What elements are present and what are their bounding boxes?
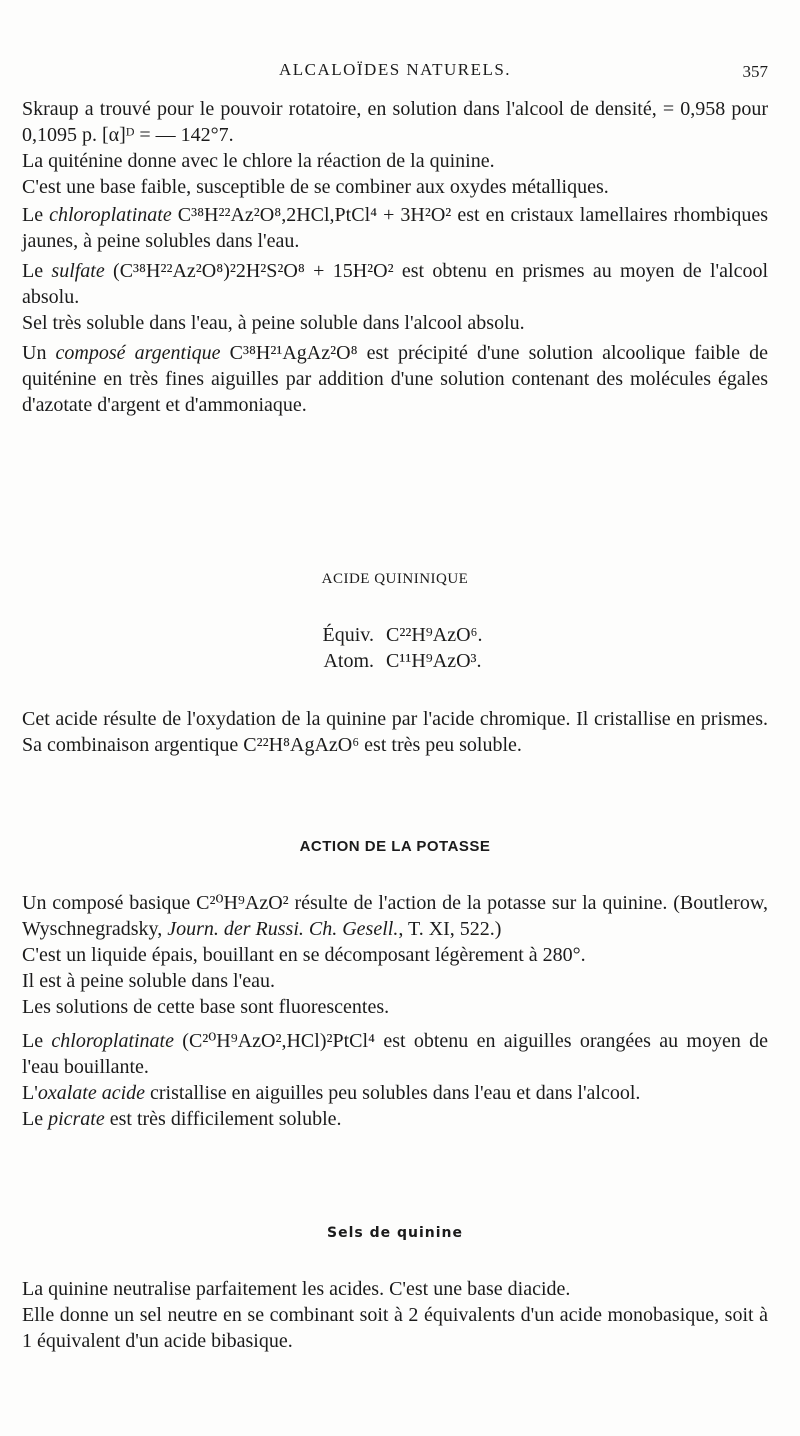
section-sels-de-quinine	[22, 1220, 768, 1354]
term-chloroplatinate: chloroplatinate	[49, 204, 172, 226]
running-head	[22, 60, 768, 86]
term-picrate: picrate	[48, 1108, 105, 1130]
term-composé-argentique: composé argentique	[55, 342, 221, 364]
paragraph-weak-base: C'est une base faible, susceptible de se combiner aux oxydes métalliques.	[22, 176, 609, 198]
paragraph-solubility: Il est à peine soluble dans l'eau.	[22, 970, 275, 992]
term-chloroplatinate-2: chloroplatinate	[51, 1030, 174, 1052]
paragraph-liquid: C'est un liquide épais, bouillant en se décomposant légèrement à 280°.	[22, 944, 586, 966]
journal-reference: Journ. der Russi. Ch. Gesell.	[167, 918, 399, 940]
formula-atom: Atom. C¹¹H⁹AzO³.	[323, 650, 482, 672]
paragraph-fluorescent: Les solutions de cette base sont fluorescentes.	[22, 996, 390, 1018]
paragraph-basic-compound: Un composé basique C²⁰H⁹AzO² résulte de l'action de la potasse sur la quinine. (Boutlerow, Wyschnegradsky, Journ. der Russi. Ch. Gesell., T. XI, 522.)	[22, 892, 768, 940]
paragraph-potasse-chloroplatinate: Le chloroplatinate (C²⁰H⁹AzO²,HCl)²PtCl⁴ est obtenu en aiguilles orangées au moyen de l'eau bouillante.	[22, 1030, 768, 1078]
paragraph-sulfate: Le sulfate (C³⁸H²²Az²O⁸)²2H²S²O⁸ + 15H²O² est obtenu en prismes au moyen de l'alcool absolu.	[22, 260, 769, 308]
paragraph-chlorine-reaction: La quiténine donne avec le chlore la réaction de la quinine.	[22, 150, 495, 172]
paragraph-picrate: Le picrate est très difficilement soluble.	[22, 1108, 342, 1130]
section-heading-potasse: ACTION DE LA POTASSE	[299, 838, 491, 855]
section-heading-acide: ACIDE QUININIQUE	[321, 571, 469, 587]
term-sulfate: sulfate	[51, 260, 105, 282]
paragraph-chloroplatinate: Le chloroplatinate C³⁸H²²Az²O⁸,2HCl,PtCl⁴ + 3H²O² est en cristaux lamellaires rhombiques jaunes, à peine solubles dans l'eau.	[22, 204, 768, 252]
page-number: 357	[742, 62, 768, 81]
running-head-title: ALCALOÏDES NATURELS.	[278, 60, 512, 79]
section-action-potasse	[22, 834, 768, 1132]
paragraph-rotatory-power: Skraup a trouvé pour le pouvoir rotatoire, en solution dans l'alcool de densité, = 0,958 pour 0,1095 p. [α]ᴰ = — 142°7.	[22, 98, 768, 146]
paragraph-sulfate-solubility: Sel très soluble dans l'eau, à peine soluble dans l'alcool absolu.	[22, 312, 525, 334]
paragraph-neutralise: La quinine neutralise parfaitement les acides. C'est une base diacide.	[22, 1278, 571, 1300]
paragraph-oxalate: L'oxalate acide cristallise en aiguilles peu solubles dans l'eau et dans l'alcool.	[22, 1082, 641, 1104]
paragraph-neutral-salt: Elle donne un sel neutre en se combinant soit à 2 équivalents d'un acide monobasique, soit à 1 équivalent d'un acide bibasique.	[22, 1304, 768, 1352]
formula-block	[22, 622, 768, 674]
section-heading-sels: Sels de quinine	[327, 1225, 463, 1241]
paragraph-acide-text: Cet acide résulte de l'oxydation de la quinine par l'acide chromique. Il cristallise en prismes. Sa combinaison argentique C²²H⁸AgAzO⁶ est très peu soluble.	[22, 708, 768, 756]
section-acide-quininique	[22, 566, 768, 758]
term-oxalate: oxalate acide	[37, 1082, 146, 1104]
formula-equiv: Équiv. C²²H⁹AzO⁶.	[322, 624, 483, 646]
paragraph-silver-compound: Un composé argentique C³⁸H²¹AgAz²O⁸ est précipité d'une solution alcoolique faible de quiténine en très fines aiguilles par addition d'une solution contenant des molécules égales d'azotate d'argent et d'ammoniaque.	[22, 342, 768, 416]
intro-section	[22, 96, 768, 418]
